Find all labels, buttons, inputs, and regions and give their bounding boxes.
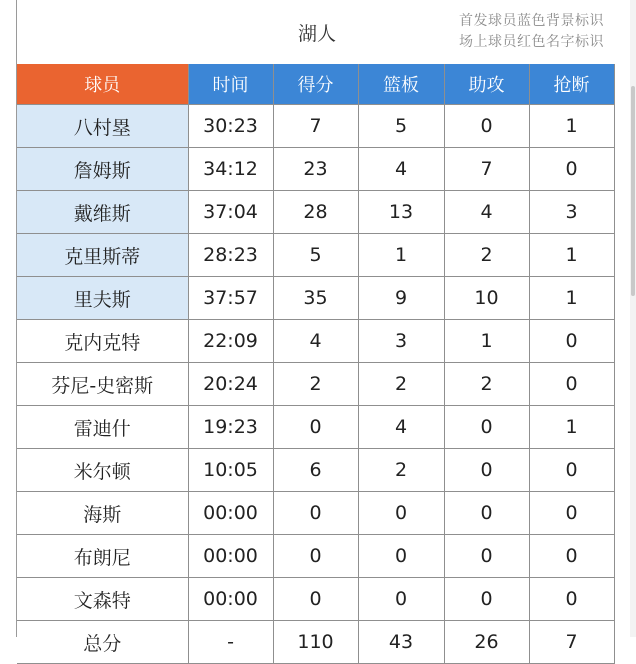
minutes-cell: 22:09 [188, 320, 273, 363]
assists-cell: 0 [444, 105, 529, 148]
points-cell: 7 [273, 105, 358, 148]
steals-cell: 0 [529, 363, 614, 406]
team-name: 湖人 [297, 23, 336, 45]
minutes-cell: 10:05 [188, 449, 273, 492]
stats-table [17, 64, 615, 664]
assists-cell: 2 [444, 234, 529, 277]
rebounds-cell: 13 [358, 191, 444, 234]
minutes-cell: 00:00 [188, 535, 273, 578]
points-cell: 35 [273, 277, 358, 320]
rebounds-cell: 0 [358, 578, 444, 621]
minutes-cell: 37:57 [188, 277, 273, 320]
steals-cell: 0 [529, 578, 614, 621]
player-row[interactable] [17, 277, 614, 320]
steals-cell: 0 [529, 535, 614, 578]
steals-cell: 0 [529, 492, 614, 535]
steals-cell: 0 [529, 320, 614, 363]
points-cell: 0 [273, 578, 358, 621]
total-row [17, 621, 614, 664]
rebounds-cell: 9 [358, 277, 444, 320]
player-row[interactable] [17, 492, 614, 535]
rebounds-cell: 0 [358, 492, 444, 535]
header-assists[interactable]: 助攻 [444, 64, 529, 105]
steals-cell: 0 [529, 449, 614, 492]
stats-body [17, 105, 614, 664]
title-row [17, 0, 621, 64]
steals-cell: 1 [529, 277, 614, 320]
player-row[interactable] [17, 406, 614, 449]
total-player-name-cell: 总分 [17, 621, 188, 664]
scrollbar-thumb[interactable] [631, 86, 635, 296]
minutes-cell: 00:00 [188, 492, 273, 535]
player-name-cell: 布朗尼 [17, 535, 188, 578]
player-name-cell: 詹姆斯 [17, 148, 188, 191]
assists-cell: 0 [444, 449, 529, 492]
player-name-cell: 米尔顿 [17, 449, 188, 492]
assists-cell: 0 [444, 578, 529, 621]
boxscore-frame [16, 0, 621, 655]
header-steals[interactable]: 抢断 [529, 64, 614, 105]
legend-oncourt-note: 场上球员红色名字标识 [459, 34, 604, 50]
minutes-cell: 34:12 [188, 148, 273, 191]
steals-cell: 1 [529, 234, 614, 277]
player-row[interactable] [17, 535, 614, 578]
steals-cell: 3 [529, 191, 614, 234]
player-row[interactable] [17, 320, 614, 363]
header-rebounds[interactable]: 篮板 [358, 64, 444, 105]
points-cell: 23 [273, 148, 358, 191]
assists-cell: 0 [444, 406, 529, 449]
player-row[interactable] [17, 578, 614, 621]
player-row[interactable] [17, 234, 614, 277]
player-name-cell: 雷迪什 [17, 406, 188, 449]
minutes-cell: 20:24 [188, 363, 273, 406]
player-name-cell: 海斯 [17, 492, 188, 535]
points-cell: 28 [273, 191, 358, 234]
player-name-cell: 文森特 [17, 578, 188, 621]
minutes-cell: 37:04 [188, 191, 273, 234]
total-steals-cell: 7 [529, 621, 614, 664]
total-points-cell: 110 [273, 621, 358, 664]
player-name-cell: 里夫斯 [17, 277, 188, 320]
player-name-cell: 克里斯蒂 [17, 234, 188, 277]
assists-cell: 1 [444, 320, 529, 363]
rebounds-cell: 1 [358, 234, 444, 277]
points-cell: 6 [273, 449, 358, 492]
minutes-cell: 19:23 [188, 406, 273, 449]
rebounds-cell: 4 [358, 406, 444, 449]
rebounds-cell: 3 [358, 320, 444, 363]
player-name-cell: 戴维斯 [17, 191, 188, 234]
total-assists-cell: 26 [444, 621, 529, 664]
rebounds-cell: 0 [358, 535, 444, 578]
header-row [17, 64, 614, 105]
header-player[interactable]: 球员 [17, 64, 188, 105]
header-points[interactable]: 得分 [273, 64, 358, 105]
points-cell: 0 [273, 492, 358, 535]
header-time[interactable]: 时间 [188, 64, 273, 105]
points-cell: 2 [273, 363, 358, 406]
points-cell: 4 [273, 320, 358, 363]
assists-cell: 10 [444, 277, 529, 320]
minutes-cell: 30:23 [188, 105, 273, 148]
legend [459, 11, 604, 53]
player-name-cell: 八村塁 [17, 105, 188, 148]
minutes-cell: 28:23 [188, 234, 273, 277]
rebounds-cell: 5 [358, 105, 444, 148]
assists-cell: 0 [444, 535, 529, 578]
steals-cell: 1 [529, 406, 614, 449]
player-row[interactable] [17, 449, 614, 492]
assists-cell: 0 [444, 492, 529, 535]
total-rebounds-cell: 43 [358, 621, 444, 664]
rebounds-cell: 2 [358, 449, 444, 492]
player-row[interactable] [17, 363, 614, 406]
total-minutes-cell: - [188, 621, 273, 664]
steals-cell: 0 [529, 148, 614, 191]
assists-cell: 4 [444, 191, 529, 234]
legend-starter-note: 首发球员蓝色背景标识 [459, 13, 604, 29]
rebounds-cell: 2 [358, 363, 444, 406]
assists-cell: 7 [444, 148, 529, 191]
player-row[interactable] [17, 105, 614, 148]
rebounds-cell: 4 [358, 148, 444, 191]
minutes-cell: 00:00 [188, 578, 273, 621]
scrollbar[interactable] [630, 0, 636, 637]
points-cell: 0 [273, 406, 358, 449]
player-row[interactable] [17, 191, 614, 234]
steals-cell: 1 [529, 105, 614, 148]
player-name-cell: 克内克特 [17, 320, 188, 363]
assists-cell: 2 [444, 363, 529, 406]
points-cell: 5 [273, 234, 358, 277]
points-cell: 0 [273, 535, 358, 578]
player-name-cell: 芬尼-史密斯 [17, 363, 188, 406]
player-row[interactable] [17, 148, 614, 191]
